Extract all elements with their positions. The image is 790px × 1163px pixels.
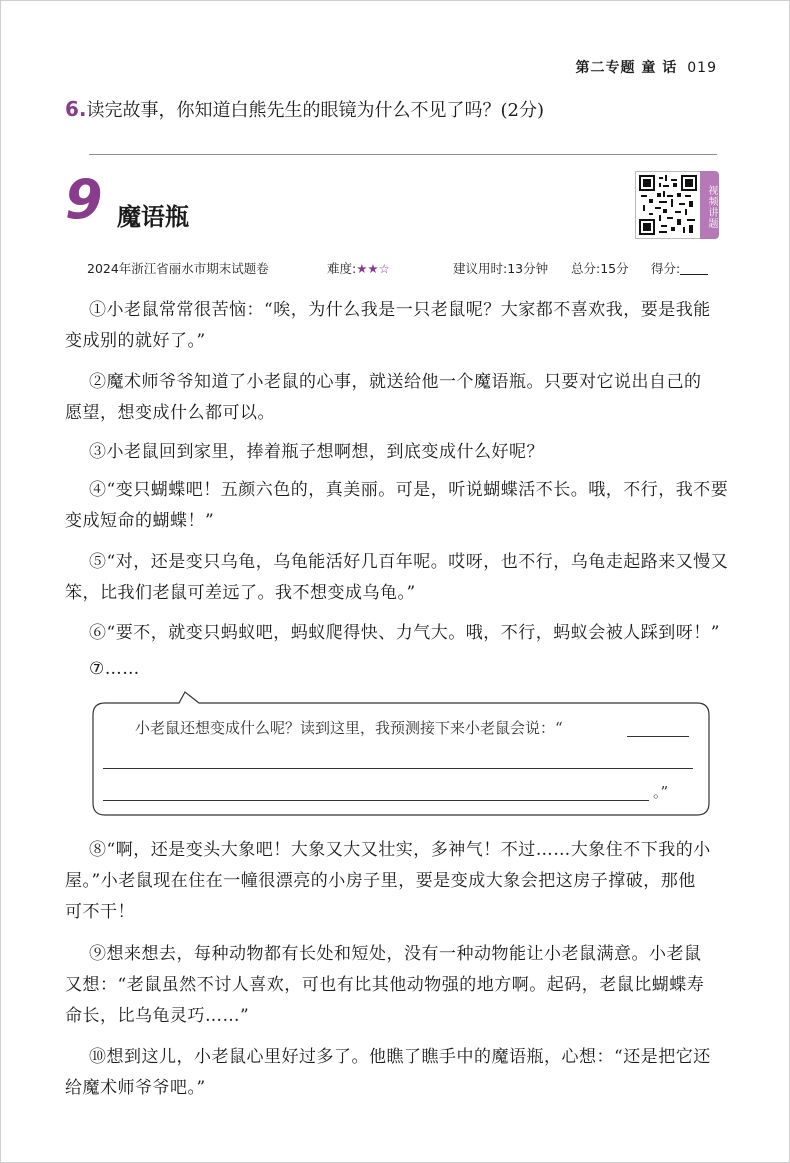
paragraph-line: ①小老鼠常常很苦恼：“唉，为什么我是一只老鼠呢？大家都不喜欢我，要是我能 [89, 300, 711, 320]
paragraph-line: 笨，比我们老鼠可差远了。我不想变成乌龟。” [65, 583, 416, 603]
lesson-number: 9 [65, 168, 103, 231]
answer-blank-1[interactable] [627, 736, 689, 737]
paragraph-line: ②魔术师爷爷知道了小老鼠的心事，就送给他一个魔语瓶。只要对它说出自己的 [89, 372, 702, 392]
total-score: 总分:15分 [571, 261, 629, 276]
paragraph-6 [65, 618, 727, 649]
page-number: 019 [687, 60, 717, 76]
paragraph-3 [65, 437, 727, 468]
paragraph-line: ⑨想来想去，每种动物都有长处和短处，没有一种动物能让小老鼠满意。小老鼠 [89, 944, 702, 964]
difficulty [327, 259, 390, 277]
running-header [576, 57, 717, 77]
bubble-frame [91, 691, 711, 818]
paragraph-8 [65, 835, 727, 928]
paragraph-10 [65, 1042, 727, 1104]
question-text: 读完故事，你知道白熊先生的眼镜为什么不见了吗？(2分) [86, 100, 545, 121]
exam-source: 2024年浙江省丽水市期末试题卷 [87, 261, 269, 276]
answer-line [89, 154, 717, 155]
question-6 [65, 96, 544, 122]
paragraph-line: 屋。”小老鼠现在住在一幢很漂亮的小房子里，要是变成大象会把这房子撑破，那他 [65, 871, 696, 891]
lesson-title: 魔语瓶 [117, 202, 189, 231]
suggested-time: 建议用时:13分钟 [453, 261, 549, 276]
prediction-bubble [91, 703, 711, 816]
score-label: 得分: [651, 261, 681, 276]
paragraph-line: ⑤“对，还是变只乌龟，乌龟能活好几百年呢。哎呀，也不行，乌龟走起路来又慢又 [89, 552, 729, 572]
paragraph-5 [65, 547, 727, 609]
paragraph-7 [65, 654, 727, 685]
paragraph-line: ⑧“啊，还是变头大象吧！大象又大又壮实，多神气！不过……大象住不下我的小 [89, 840, 711, 860]
paragraph-line: 可不干！ [65, 902, 135, 922]
paragraph-line: ⑩想到这儿，小老鼠心里好过多了。他瞧了瞧手中的魔语瓶，心想：“还是把它还 [89, 1047, 711, 1067]
paragraph-2 [65, 367, 727, 429]
paragraph-line: ⑦…… [89, 659, 140, 679]
paragraph-line: 变成短命的蝴蝶！” [65, 511, 215, 531]
qr-code-pattern [639, 175, 697, 235]
question-number: 6. [65, 97, 87, 121]
video-explanation-tag[interactable]: 视频讲题 [700, 171, 719, 239]
paragraph-9 [65, 939, 727, 1032]
paragraph-line: ④“变只蝴蝶吧！五颜六色的，真美丽。可是，听说蝴蝶活不长。哦，不行，我不要 [89, 480, 729, 500]
paragraph-line: ③小老鼠回到家里，捧着瓶子想啊想，到底变成什么好呢？ [89, 442, 544, 462]
paragraph-line: ⑥“要不，就变只蚂蚁吧，蚂蚁爬得快、力气大。哦，不行，蚂蚁会被人踩到呀！” [89, 623, 720, 643]
paragraph-line: 命长，比乌龟灵巧……” [65, 1006, 250, 1026]
bubble-ending: 。” [653, 783, 669, 801]
score-field [651, 259, 708, 277]
paragraph-line: 又想：“老鼠虽然不讨人喜欢，可也有比其他动物强的地方啊。起码，老鼠比蝴蝶寿 [65, 975, 705, 995]
answer-blank-2[interactable] [103, 768, 693, 769]
paragraph-1 [65, 295, 727, 357]
section-title: 第二专题 童 话 [575, 60, 678, 76]
difficulty-label: 难度: [327, 261, 357, 276]
paragraph-line: 变成别的就好了。” [65, 331, 206, 351]
qr-code[interactable] [635, 171, 701, 239]
paragraph-line: 愿望，想变成什么都可以。 [65, 403, 275, 423]
difficulty-stars: ★★☆ [356, 261, 390, 276]
bubble-prompt: 小老鼠还想变成什么呢？读到这里，我预测接下来小老鼠会说：“ [135, 719, 563, 737]
answer-blank-3[interactable] [103, 800, 649, 801]
paragraph-4 [65, 475, 727, 537]
score-blank[interactable] [680, 274, 708, 275]
paragraph-line: 给魔术师爷爷吧。” [65, 1078, 206, 1098]
